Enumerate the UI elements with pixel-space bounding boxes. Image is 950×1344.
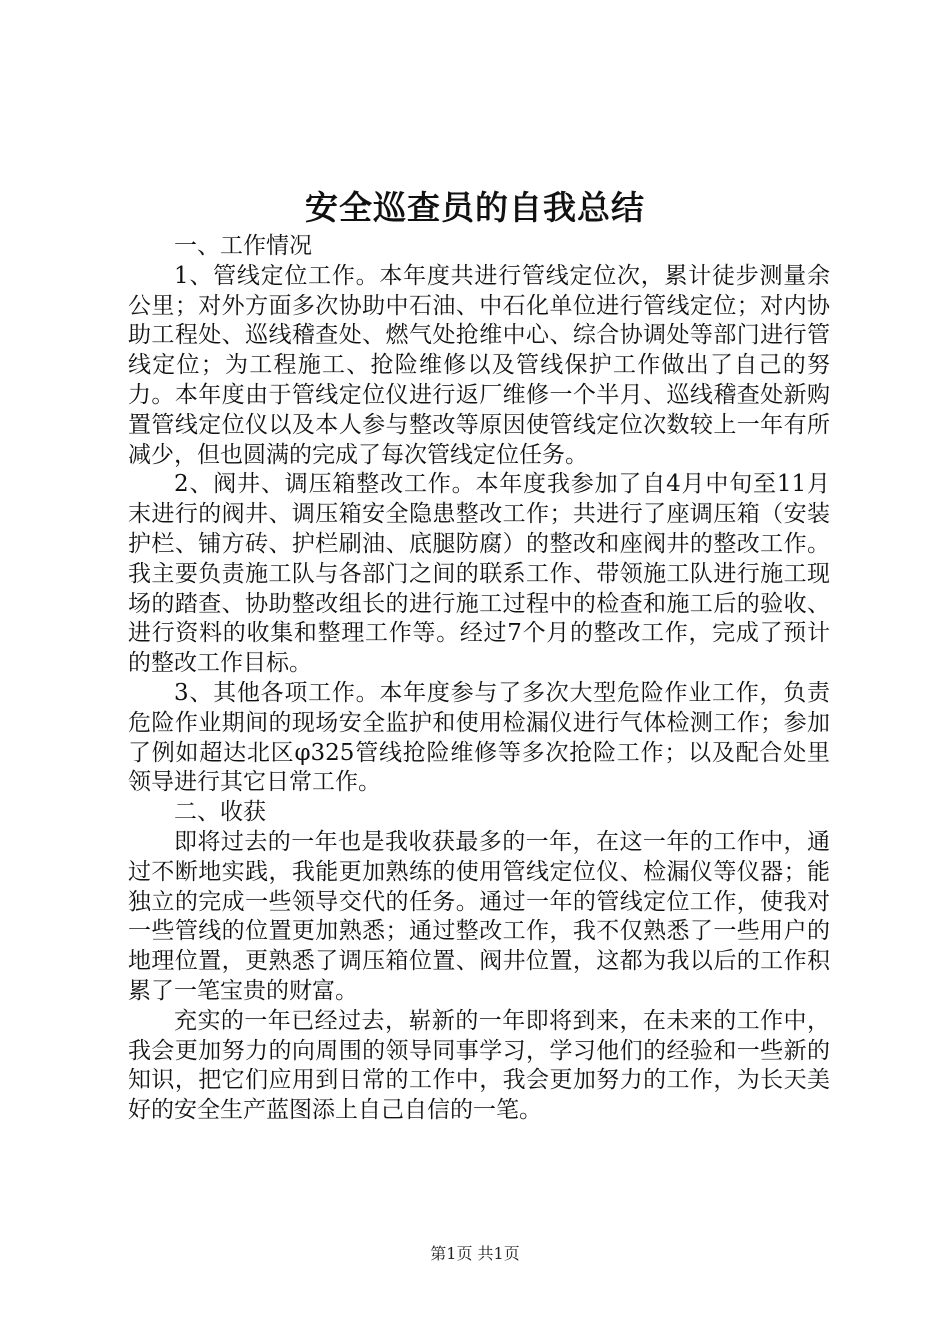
- paragraph-other-work: 3、其他各项工作。本年度参与了多次大型危险作业工作，负责危险作业期间的现场安全监护和使用检漏仪进行气体检测工作；参加了例如超达北区φ325管线抢险维修等多次抢险工作；以及配合处里领导进行其它日常工作。: [128, 679, 830, 796]
- page-number-footer: 第1页 共1页: [430, 1244, 520, 1263]
- paragraph-outlook: 充实的一年已经过去，崭新的一年即将到来，在未来的工作中，我会更加努力的向周围的领导同事学习，学习他们的经验和一些新的知识，把它们应用到日常的工作中，我会更加努力的工作，为长天美好的安全生产蓝图添上自己自信的一笔。: [128, 1007, 830, 1124]
- document-body: [128, 232, 830, 1126]
- paragraph-gains: 即将过去的一年也是我收获最多的一年，在这一年的工作中，通过不断地实践，我能更加熟练的使用管线定位仪、检漏仪等仪器；能独立的完成一些领导交代的任务。通过一年的管线定位工作，使我对一些管线的位置更加熟悉；通过整改工作，我不仅熟悉了一些用户的地理位置，更熟悉了调压箱位置、阀井位置，这都为我以后的工作积累了一笔宝贵的财富。: [128, 828, 830, 1004]
- section-heading-gains: 二、收获: [174, 799, 266, 826]
- paragraph-valve-rectification: 2、阀井、调压箱整改工作。本年度我参加了自4月中旬至11月末进行的阀井、调压箱安全隐患整改工作；共进行了座调压箱（安装护栏、铺方砖、护栏刷油、底腿防腐）的整改和座阀井的整改工作。我主要负责施工队与各部门之间的联系工作、带领施工队进行施工现场的踏查、协助整改组长的进行施工过程中的检查和施工后的验收、进行资料的收集和整理工作等。经过7个月的整改工作，完成了预计的整改工作目标。: [128, 471, 830, 677]
- document-title: 安全巡查员的自我总结: [305, 188, 645, 227]
- paragraph-pipeline-location: 1、管线定位工作。本年度共进行管线定位次，累计徒步测量余公里；对外方面多次协助中石油、中石化单位进行管线定位；对内协助工程处、巡线稽查处、燃气处抢维中心、综合协调处等部门进行管线定位；为工程施工、抢险维修以及管线保护工作做出了自己的努力。本年度由于管线定位仪进行返厂维修一个半月、巡线稽查处新购置管线定位仪以及本人参与整改等原因使管线定位次数较上一年有所减少，但也圆满的完成了每次管线定位任务。: [128, 262, 830, 468]
- section-heading-work: 一、工作情况: [174, 233, 312, 259]
